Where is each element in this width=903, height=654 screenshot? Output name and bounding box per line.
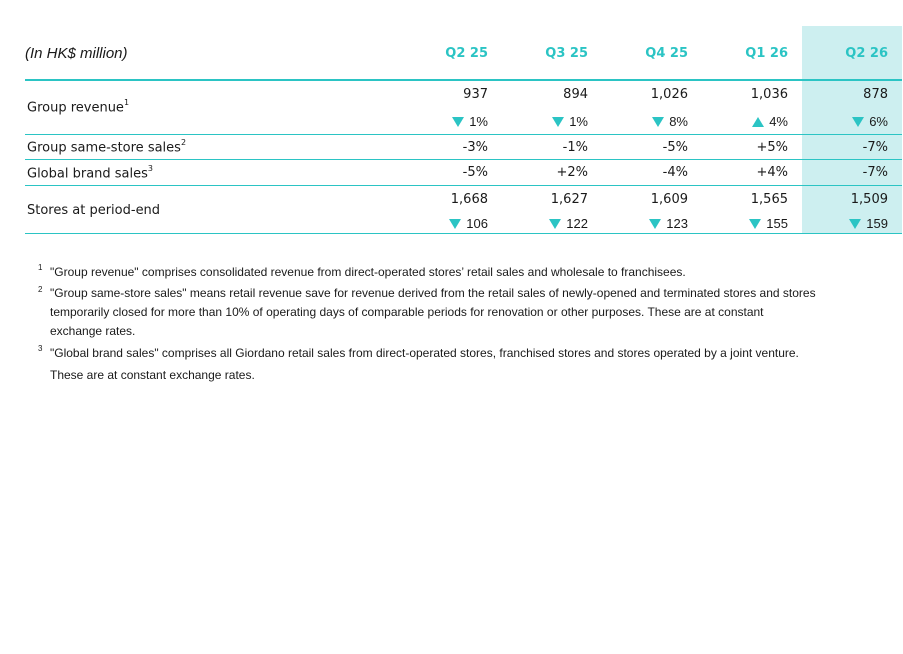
triangle-down-icon bbox=[552, 117, 564, 127]
footnote-2 bbox=[38, 284, 888, 341]
group-revenue-change-q4-25: 8% bbox=[598, 114, 688, 129]
footnote-3 bbox=[38, 342, 888, 386]
global-brand-q4-25: -4% bbox=[662, 165, 688, 180]
triangle-up-icon bbox=[752, 117, 764, 127]
footnote-line: exchange rates. bbox=[50, 324, 136, 338]
column-header-q3-25: Q3 25 bbox=[545, 46, 588, 61]
stores-change-q1-26: 155 bbox=[698, 216, 788, 231]
stores-q2-26: 1,509 bbox=[850, 192, 888, 207]
global-brand-q3-25: +2% bbox=[556, 165, 588, 180]
same-store-q2-26: -7% bbox=[862, 140, 888, 155]
triangle-down-icon bbox=[849, 219, 861, 229]
row-divider bbox=[25, 185, 902, 186]
triangle-down-icon bbox=[549, 219, 561, 229]
group-revenue-change-q1-26: 4% bbox=[698, 114, 788, 129]
footnote-number: 2 bbox=[38, 285, 43, 294]
stores-change-q2-25: 106 bbox=[398, 216, 488, 231]
column-header-q1-26: Q1 26 bbox=[745, 46, 788, 61]
triangle-down-icon bbox=[449, 219, 461, 229]
same-store-q4-25: -5% bbox=[662, 140, 688, 155]
row-divider bbox=[25, 134, 902, 135]
row-label-group-revenue: Group revenue$^1$ bbox=[27, 98, 130, 116]
stores-q4-25: 1,609 bbox=[650, 192, 688, 207]
footnote-line: "Global brand sales" comprises all Giordano retail sales from direct-operated stores, franchised stores and stores operated by a joint venture. bbox=[50, 346, 799, 360]
same-store-q1-26: +5% bbox=[756, 140, 788, 155]
column-header-q4-25: Q4 25 bbox=[645, 46, 688, 61]
stores-q1-26: 1,565 bbox=[750, 192, 788, 207]
table-bottom-rule bbox=[25, 233, 902, 234]
footnote-line: temporarily closed for more than 10% of operating days of comparable periods for renovation or other purposes. These are at constant bbox=[50, 305, 764, 319]
footnotes bbox=[38, 262, 888, 386]
column-header-q2-25: Q2 25 bbox=[445, 46, 488, 61]
stores-q2-25: 1,668 bbox=[450, 192, 488, 207]
group-revenue-q2-26: 878 bbox=[863, 87, 888, 102]
footnote-line: These are at constant exchange rates. bbox=[50, 368, 255, 382]
triangle-down-icon bbox=[452, 117, 464, 127]
row-label-group-same-store-sales: Group same-store sales$^2$ bbox=[27, 138, 187, 156]
group-revenue-q4-25: 1,026 bbox=[650, 87, 688, 102]
footnote-line: "Group same-store sales" means retail revenue save for revenue derived from the retail sales of newly-opened and terminated stores and stores bbox=[50, 286, 816, 300]
row-label-global-brand-sales: Global brand sales$^3$ bbox=[27, 164, 154, 182]
group-revenue-change-q2-26: 6% bbox=[798, 114, 888, 129]
triangle-down-icon bbox=[649, 219, 661, 229]
unit-label: (In HK$ million) bbox=[25, 45, 128, 62]
column-header-q2-26: Q2 26 bbox=[845, 46, 888, 61]
stores-change-q3-25: 122 bbox=[498, 216, 588, 231]
triangle-down-icon bbox=[852, 117, 864, 127]
triangle-down-icon bbox=[749, 219, 761, 229]
group-revenue-q3-25: 894 bbox=[563, 87, 588, 102]
group-revenue-change-q2-25: 1% bbox=[398, 114, 488, 129]
global-brand-q2-25: -5% bbox=[462, 165, 488, 180]
stores-change-q4-25: 123 bbox=[598, 216, 688, 231]
row-label-stores-at-period-end: Stores at period-end bbox=[27, 203, 161, 218]
stores-q3-25: 1,627 bbox=[550, 192, 588, 207]
global-brand-q2-26: -7% bbox=[862, 165, 888, 180]
group-revenue-q1-26: 1,036 bbox=[750, 87, 788, 102]
footnote-number: 3 bbox=[38, 344, 43, 353]
same-store-q3-25: -1% bbox=[562, 140, 588, 155]
row-divider bbox=[25, 159, 902, 160]
group-revenue-q2-25: 937 bbox=[463, 87, 488, 102]
triangle-down-icon bbox=[652, 117, 664, 127]
footnote-1 bbox=[38, 262, 888, 282]
stores-change-q2-26: 159 bbox=[798, 216, 888, 231]
header-rule bbox=[25, 79, 902, 81]
footnote-line: "Group revenue" comprises consolidated revenue from direct-operated stores’ retail sales and wholesale to franchisees. bbox=[50, 265, 686, 279]
global-brand-q1-26: +4% bbox=[756, 165, 788, 180]
same-store-q2-25: -3% bbox=[462, 140, 488, 155]
group-revenue-change-q3-25: 1% bbox=[498, 114, 588, 129]
footnote-number: 1 bbox=[38, 263, 43, 272]
